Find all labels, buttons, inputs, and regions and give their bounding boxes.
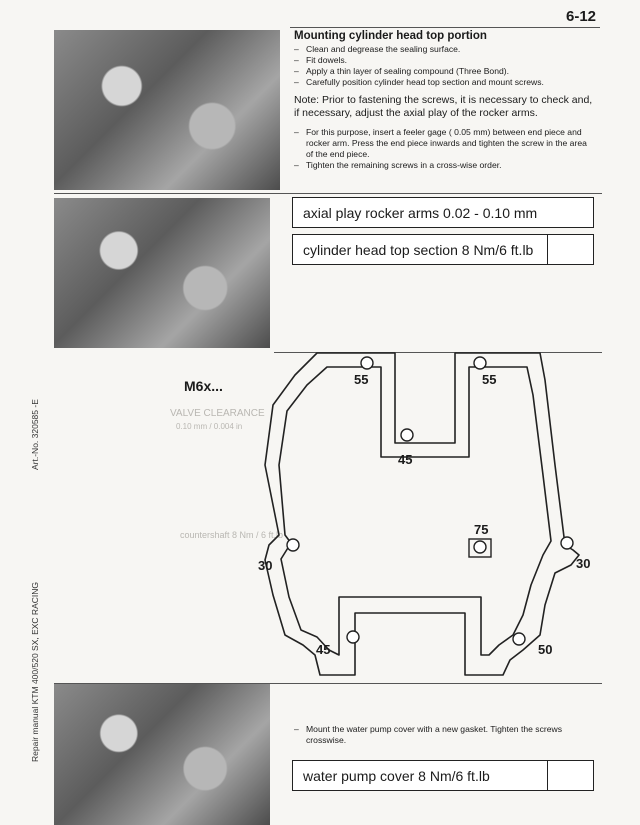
screw-length-label: 30: [576, 556, 591, 571]
step-item: – Clean and degrease the sealing surface.: [294, 44, 594, 55]
pump-torque-text: water pump cover 8 Nm/6 ft.lb: [303, 767, 490, 784]
bleed-through-text: VALVE CLEARANCE: [170, 408, 265, 419]
screw-length-label: 45: [316, 642, 331, 657]
cylinder-head-photo: [54, 30, 280, 190]
steps-list: [294, 44, 594, 88]
bleed-through-text: 0.10 mm / 0.004 in: [176, 422, 243, 431]
step-item: – Carefully position cylinder head top section and mount screws.: [294, 77, 594, 88]
step-item: – Apply a thin layer of sealing compound (Three Bond).: [294, 66, 594, 77]
section-rule-1: [54, 193, 602, 194]
sub-step-item: – Tighten the remaining screws in a cross-wise order.: [294, 160, 594, 171]
water-pump-photo: [54, 684, 270, 825]
pump-torque-spec: [292, 760, 594, 791]
axial-play-spec: [292, 197, 594, 228]
bolt-size-label: M6x...: [184, 378, 223, 394]
screw-length-label: 55: [482, 372, 497, 387]
gasket-outline-diagram: [255, 345, 600, 685]
screw-length-label: 45: [398, 452, 413, 467]
head-torque-text: cylinder head top section 8 Nm/6 ft.lb: [303, 241, 534, 258]
axial-play-text: axial play rocker arms 0.02 - 0.10 mm: [303, 204, 538, 221]
step-item: – Fit dowels.: [294, 55, 594, 66]
water-pump-step: – Mount the water pump cover with a new gasket. Tighten the screws crosswise.: [294, 724, 594, 746]
head-torque-spec: [292, 234, 594, 265]
section-title: Mounting cylinder head top portion: [294, 30, 487, 42]
note-text: Note: Prior to fastening the screws, it is necessary to check and, if necessary, adjust the axial play of the rocker arms.: [294, 94, 593, 119]
water-pump-steps: [294, 724, 594, 746]
screw-length-label: 75: [474, 522, 489, 537]
manual-title: Repair manual KTM 400/520 SX, EXC RACING: [30, 582, 40, 762]
article-number: Art.-No. 320585 -E: [30, 399, 40, 470]
checkbox-square: [547, 235, 593, 264]
sub-steps-list: [294, 127, 594, 171]
header-rule: [290, 27, 600, 28]
head-top-photo: [54, 198, 270, 348]
checkbox-square: [547, 761, 593, 790]
screw-length-label: 30: [258, 558, 273, 573]
screw-length-label: 55: [354, 372, 369, 387]
sub-step-item: – For this purpose, insert a feeler gage ( 0.05 mm) between end piece and rocker arm. Press the end piece inwards and tighten the screw in the area of the end piece.: [294, 127, 594, 160]
page-number: 6-12: [566, 8, 597, 25]
bleed-through-text: countershaft 8 Nm / 6 ft.lb: [180, 530, 284, 540]
mounting-instructions: [294, 30, 594, 171]
screw-length-label: 50: [538, 642, 553, 657]
